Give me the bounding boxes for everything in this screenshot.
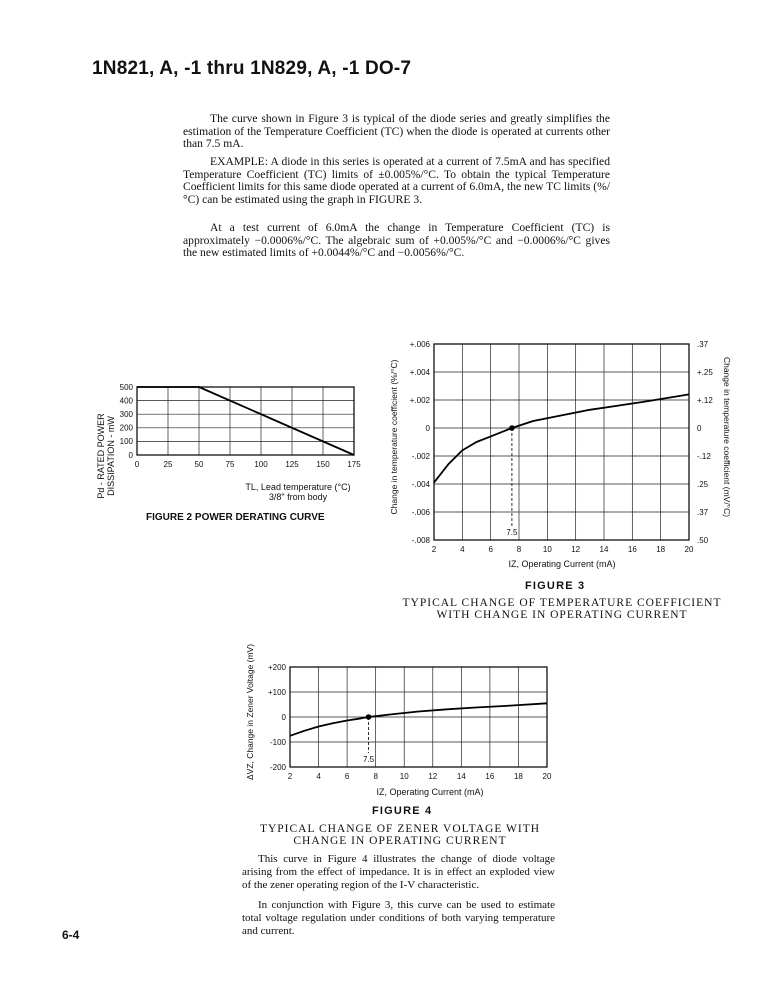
y-tick-label: -200 bbox=[269, 762, 286, 772]
figure-2-ylabel-line1: Pd - RATED POWER bbox=[96, 413, 106, 499]
y2-tick-label: .37 bbox=[697, 507, 709, 517]
x-tick-label: 6 bbox=[488, 545, 493, 554]
figure-3-ylabel-left: Change in temperature coefficient (%/°C) bbox=[389, 359, 399, 515]
figure-4-description: This curve in Figure 4 illustrates the change of diode voltage arising from the effect of impedance. It is in effect an exploded view of the zener operating region of the I-V characteristic. bbox=[242, 853, 555, 891]
y-tick-label: +.002 bbox=[409, 395, 430, 405]
y-tick-label: -100 bbox=[269, 737, 286, 747]
figure-2-caption: FIGURE 2 POWER DERATING CURVE bbox=[146, 512, 325, 523]
x-tick-label: 10 bbox=[542, 545, 552, 554]
x-tick-label: 16 bbox=[627, 545, 637, 554]
x-tick-label: 12 bbox=[428, 772, 438, 781]
figure-4-caption-line2: CHANGE IN OPERATING CURRENT bbox=[293, 835, 507, 847]
x-tick-label: 125 bbox=[285, 460, 299, 469]
marker-point bbox=[366, 714, 372, 720]
x-tick-label: 14 bbox=[456, 772, 466, 781]
y-tick-label: 500 bbox=[119, 382, 133, 392]
figure-4-xlabel: IZ, Operating Current (mA) bbox=[376, 787, 484, 797]
x-tick-label: 12 bbox=[571, 545, 581, 554]
figure-3-label: FIGURE 3 bbox=[525, 580, 586, 592]
y-tick-label: +200 bbox=[267, 662, 286, 672]
x-tick-label: 18 bbox=[656, 545, 666, 554]
x-tick-label: 50 bbox=[194, 460, 204, 469]
figure-4-plot-area bbox=[268, 663, 552, 781]
y-tick-label: 300 bbox=[119, 410, 133, 419]
page-title: 1N821, A, -1 thru 1N829, A, -1 DO-7 bbox=[92, 58, 412, 79]
calculation-paragraph: At a test current of 6.0mA the change in Temperature Coefficient (TC) is approximately −0.0006%/°C. The algebraic sum of +0.005%/°C and −0.0006%/°C gives the new estimated limits of +0.0044%/°C and −0.0056%/°C. bbox=[183, 221, 610, 260]
x-tick-label: 20 bbox=[684, 545, 694, 554]
x-tick-label: 8 bbox=[516, 545, 522, 554]
intro-paragraph: The curve shown in Figure 3 is typical of the diode series and greatly simplifies the estimation of the Temperature Coefficient (TC) when the diode is operated at currents other than 7.5 mA. bbox=[183, 112, 610, 151]
marker-label: 7.5 bbox=[506, 528, 518, 537]
x-tick-label: 75 bbox=[225, 460, 235, 469]
figure-2-xlabel-line2: 3/8" from body bbox=[268, 492, 328, 502]
x-tick-label: 25 bbox=[163, 460, 173, 469]
x-tick-label: 4 bbox=[316, 772, 321, 781]
series-line bbox=[290, 703, 547, 736]
figure-2-xlabel-line1: TL, Lead temperature (°C) bbox=[245, 482, 351, 492]
y2-tick-label: 0 bbox=[697, 423, 702, 433]
figure-3-ylabel-right: Change in temperature coefficient (mV/°C) bbox=[722, 356, 732, 518]
y-tick-label: -.004 bbox=[411, 479, 430, 489]
x-tick-label: 6 bbox=[344, 772, 350, 781]
y-tick-label: -.008 bbox=[411, 535, 430, 545]
marker-point bbox=[509, 425, 515, 431]
x-tick-label: 175 bbox=[347, 460, 361, 469]
y-tick-label: 0 bbox=[425, 423, 430, 433]
plot-frame bbox=[137, 387, 354, 455]
y-tick-label: 400 bbox=[119, 396, 133, 406]
x-tick-label: 2 bbox=[431, 545, 437, 554]
figure-3-chart bbox=[384, 334, 740, 574]
y-tick-label: 100 bbox=[119, 437, 133, 447]
figure-3-caption-line2: WITH CHANGE IN OPERATING CURRENT bbox=[436, 609, 688, 621]
figure-3-caption bbox=[376, 597, 748, 621]
series-line bbox=[434, 394, 689, 482]
x-tick-label: 16 bbox=[485, 772, 495, 781]
x-tick-label: 150 bbox=[316, 460, 330, 469]
figure-4-label: FIGURE 4 bbox=[372, 805, 433, 817]
y-tick-label: +.004 bbox=[409, 367, 430, 377]
y-tick-label: +.006 bbox=[409, 339, 430, 349]
figure-2-ylabel-line2: DISSIPATION - mW bbox=[106, 416, 116, 496]
x-tick-label: 4 bbox=[460, 545, 465, 554]
regulation-paragraph: In conjunction with Figure 3, this curve can be used to estimate total voltage regulation under conditions of both varying temperature and current. bbox=[242, 899, 555, 937]
x-tick-label: 10 bbox=[399, 772, 409, 781]
y2-tick-label: +.25 bbox=[697, 367, 713, 377]
figure-4-caption bbox=[230, 823, 570, 847]
y2-tick-label: -.12 bbox=[697, 451, 711, 461]
y2-tick-label: .50 bbox=[697, 535, 709, 545]
figure-2-chart bbox=[80, 378, 380, 528]
marker-label: 7.5 bbox=[362, 755, 375, 764]
page-number: 6-4 bbox=[62, 928, 80, 942]
figure-2-plot-area bbox=[120, 383, 362, 469]
x-tick-label: 2 bbox=[287, 772, 293, 781]
y-tick-label: +100 bbox=[267, 687, 286, 697]
figure-4-ylabel: ΔVZ, Change in Zener Voltage (mV) bbox=[245, 643, 255, 781]
x-tick-label: 14 bbox=[599, 545, 609, 554]
y-tick-label: -.002 bbox=[411, 451, 430, 461]
figure-4-caption-line1: TYPICAL CHANGE OF ZENER VOLTAGE WITH bbox=[259, 823, 541, 835]
y2-tick-label: +.12 bbox=[697, 395, 713, 405]
x-tick-label: 18 bbox=[513, 772, 523, 781]
y-tick-label: -.006 bbox=[411, 507, 430, 517]
y2-tick-label: .25 bbox=[697, 479, 709, 489]
example-paragraph: EXAMPLE: A diode in this series is operated at a current of 7.5mA and has specified Temperature Coefficient (TC) limits of ±0.005%/°C. To obtain the typical Temperature Coefficient limits for this same diode operated at a current of 6.0mA, the new TC limits (%/°C) can be estimated using the graph in FIGURE 3. bbox=[183, 155, 610, 206]
figure-4-chart bbox=[240, 627, 570, 802]
y-tick-label: 0 bbox=[128, 450, 133, 460]
x-tick-label: 0 bbox=[134, 460, 140, 469]
series-line bbox=[137, 387, 354, 455]
x-tick-label: 8 bbox=[373, 772, 378, 781]
y-tick-label: 200 bbox=[119, 423, 133, 433]
y-tick-label: 0 bbox=[281, 712, 286, 722]
y2-tick-label: .37 bbox=[697, 339, 709, 349]
plot-frame bbox=[434, 344, 689, 540]
figure-3-xlabel: IZ, Operating Current (mA) bbox=[508, 559, 616, 569]
x-tick-label: 20 bbox=[542, 772, 552, 781]
figure-3-plot-area bbox=[410, 340, 714, 554]
figure-3-caption-line1: TYPICAL CHANGE OF TEMPERATURE COEFFICIENT bbox=[402, 597, 722, 609]
x-tick-label: 100 bbox=[254, 460, 268, 469]
